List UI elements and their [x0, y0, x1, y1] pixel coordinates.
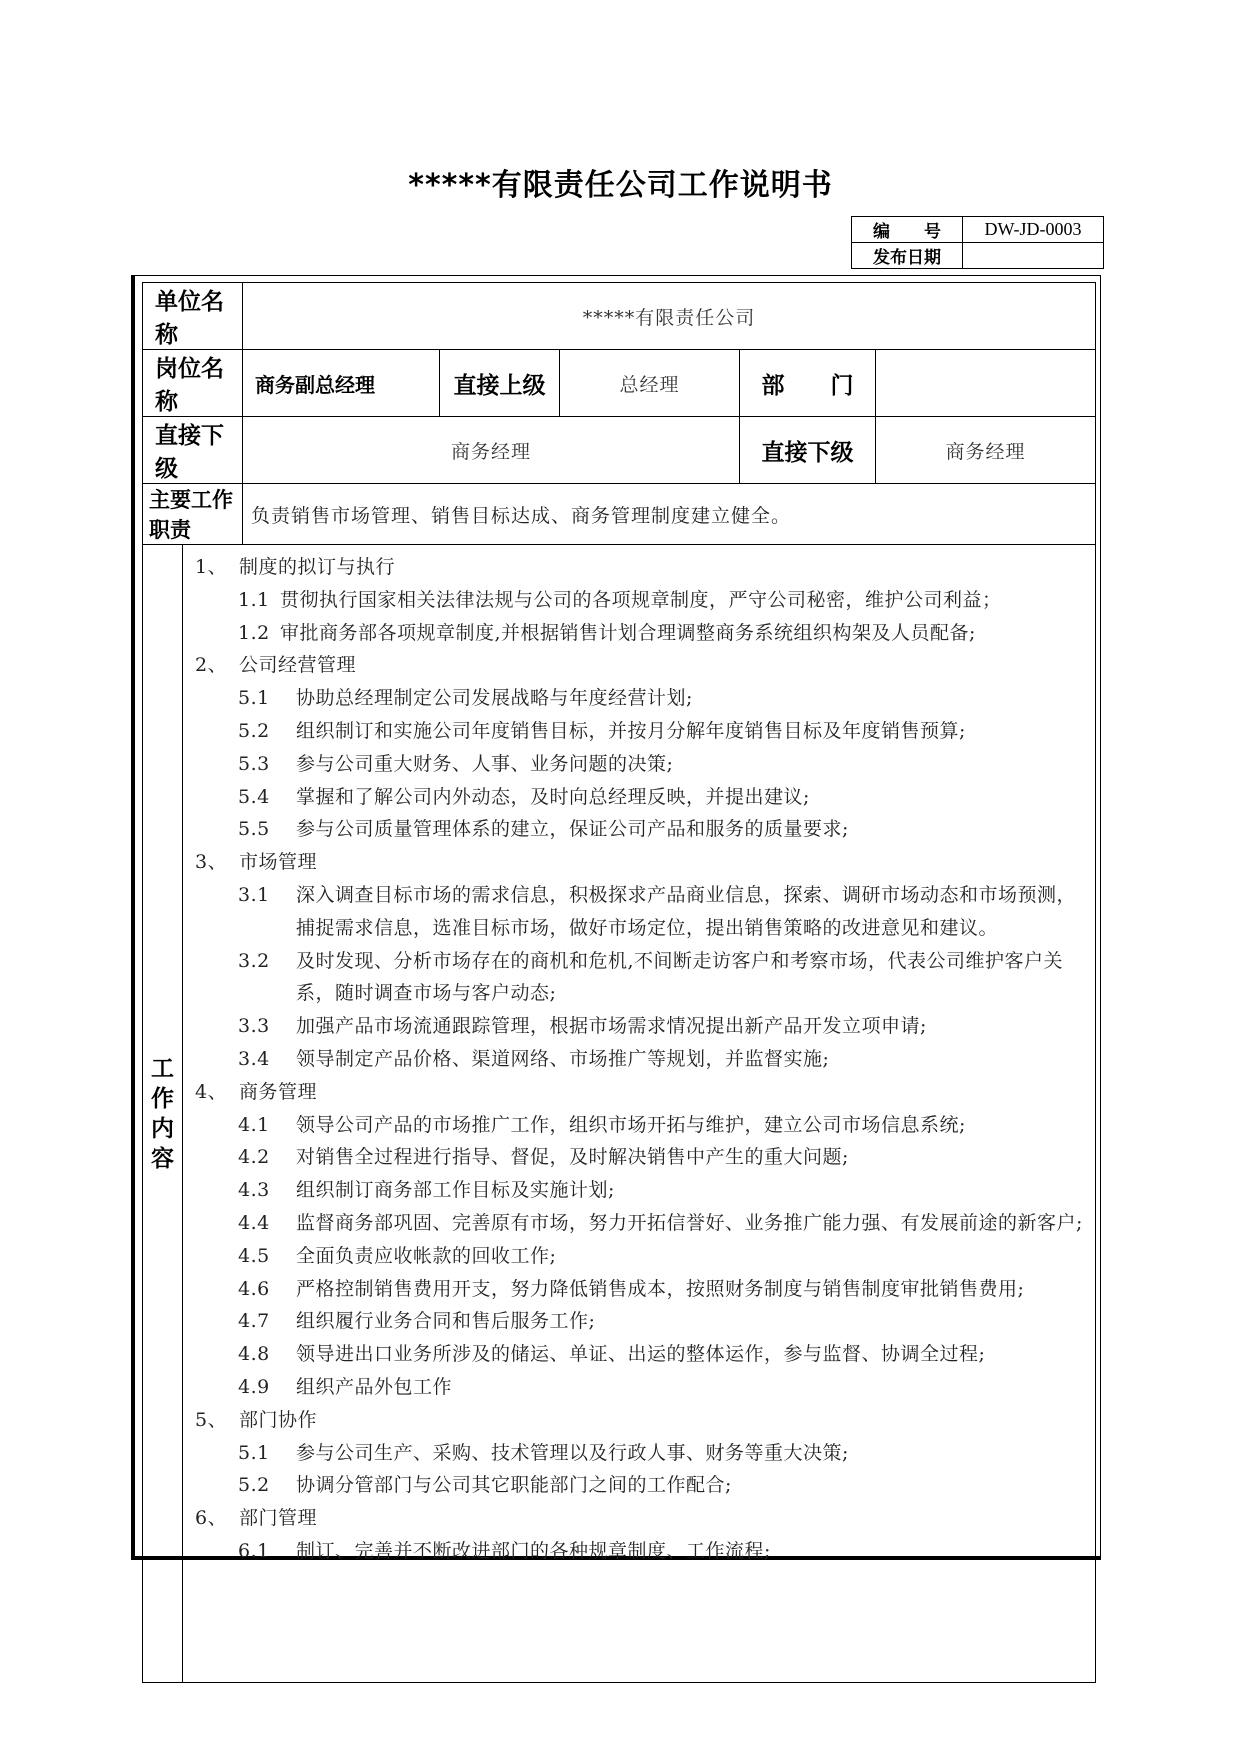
unit-label: 单位名称	[143, 283, 243, 350]
duty-label: 主要工作职责	[143, 484, 243, 545]
department-label: 部 门	[740, 350, 876, 417]
list-item	[195, 748, 1089, 781]
superior-value: 总经理	[560, 350, 740, 417]
section-heading	[195, 1502, 1089, 1535]
list-item	[195, 1305, 1089, 1338]
item-text: 监督商务部巩固、完善原有市场，努力开拓信誉好、业务推广能力强、有发展前途的新客户;	[296, 1211, 1083, 1234]
list-item	[195, 1174, 1089, 1207]
list-item	[195, 1207, 1089, 1240]
list-item	[195, 1043, 1089, 1076]
subordinate-value-1: 商务经理	[243, 417, 740, 484]
date-label: 发布日期	[852, 243, 963, 269]
list-item	[195, 945, 1089, 1011]
work-label-char: 容	[151, 1145, 174, 1172]
section-title: 制度的拟订与执行	[239, 556, 396, 578]
list-item	[195, 1109, 1089, 1142]
item-text: 协助总经理制定公司发展战略与年度经营计划;	[296, 687, 693, 710]
item-text: 协调分管部门与公司其它职能部门之间的工作配合;	[296, 1474, 732, 1497]
item-text: 掌握和了解公司内外动态，及时向总经理反映，并提出建议;	[296, 785, 810, 808]
subordinate-value-2: 商务经理	[876, 417, 1096, 484]
section-title: 部门协作	[239, 1408, 318, 1431]
item-text: 对销售全过程进行指导、督促，及时解决销售中产生的重大问题;	[296, 1146, 849, 1169]
subordinate-label-2: 直接下级	[740, 417, 876, 484]
section-title: 部门管理	[239, 1507, 318, 1530]
list-item	[195, 1010, 1089, 1043]
item-number: 5.2	[238, 719, 270, 742]
duty-value: 负责销售市场管理、销售目标达成、商务管理制度建立健全。	[243, 484, 1096, 545]
item-number: 4.5	[238, 1244, 270, 1267]
item-text: 领导制定产品价格、渠道网络、市场推广等规划，并监督实施;	[296, 1047, 830, 1070]
item-text: 加强产品市场流通跟踪管理，根据市场需求情况提出新产品开发立项申请;	[296, 1015, 927, 1038]
item-number: 5.2	[238, 1474, 270, 1497]
department-value	[876, 350, 1096, 417]
work-content	[183, 545, 1096, 1683]
list-item	[195, 1240, 1089, 1273]
section-title: 商务管理	[239, 1080, 318, 1103]
document-title: *****有限责任公司工作说明书	[408, 168, 833, 203]
list-item	[195, 682, 1089, 715]
section-heading	[195, 551, 1089, 584]
work-label-char: 作	[151, 1085, 174, 1112]
item-text: 严格控制销售费用开支，努力降低销售成本，按照财务制度与销售制度审批销售费用;	[296, 1277, 1025, 1300]
list-item	[195, 1437, 1089, 1470]
item-text: 全面负责应收帐款的回收工作;	[296, 1244, 557, 1267]
item-text: 组织制订和实施公司年度销售目标，并按月分解年度销售目标及年度销售预算;	[296, 719, 966, 742]
work-label-char: 工	[151, 1055, 174, 1082]
section-number: 1、	[195, 556, 228, 578]
item-number: 1.1	[238, 588, 270, 611]
job-description-table	[142, 282, 1096, 1683]
section-number: 5、	[195, 1408, 228, 1431]
item-number: 3.1	[238, 883, 270, 906]
section-number: 4、	[195, 1080, 228, 1103]
item-text: 组织产品外包工作	[296, 1375, 453, 1398]
item-number: 3.3	[238, 1015, 270, 1038]
list-item	[195, 1371, 1089, 1404]
section-heading	[195, 846, 1089, 879]
list-item	[195, 715, 1089, 748]
section-list	[195, 551, 1089, 1568]
list-item	[195, 584, 1089, 617]
document-code-box	[851, 216, 1104, 269]
position-value: 商务副总经理	[243, 350, 440, 417]
list-item	[195, 1338, 1089, 1371]
item-text: 参与公司质量管理体系的建立，保证公司产品和服务的质量要求;	[296, 818, 849, 841]
item-text: 审批商务部各项规章制度,并根据销售计划合理调整商务系统组织构架及人员配备;	[280, 621, 976, 644]
unit-value: *****有限责任公司	[243, 283, 1096, 350]
section-number: 2、	[195, 654, 228, 677]
section-title: 公司经营管理	[239, 654, 357, 677]
item-number: 4.3	[238, 1179, 270, 1202]
item-number: 5.1	[238, 1441, 270, 1464]
section-heading	[195, 649, 1089, 682]
superior-label: 直接上级	[440, 350, 560, 417]
item-text: 贯彻执行国家相关法律法规与公司的各项规章制度，严守公司秘密，维护公司利益；	[280, 588, 1002, 611]
item-text: 参与公司生产、采购、技术管理以及行政人事、财务等重大决策;	[296, 1441, 849, 1464]
item-text: 深入调查目标市场的需求信息，积极探求产品商业信息，探索、调研市场动态和市场预测，捕捉需求信息，选准目标市场，做好市场定位，提出销售策略的改进意见和建议。	[296, 883, 1077, 939]
item-text: 及时发现、分析市场存在的商机和危机,不间断走访客户和考察市场，代表公司维护客户关系，随时调查市场与客户动态;	[296, 949, 1064, 1005]
item-text: 制订、完善并不断改进部门的各种规章制度、工作流程;	[296, 1539, 771, 1562]
work-content-label	[143, 545, 183, 1683]
section-title: 市场管理	[239, 851, 318, 874]
list-item	[195, 781, 1089, 814]
section-heading	[195, 1404, 1089, 1437]
item-number: 6.1	[238, 1539, 270, 1562]
item-number: 3.4	[238, 1047, 270, 1070]
item-number: 4.8	[238, 1343, 270, 1366]
list-item	[195, 1535, 1089, 1568]
list-item	[195, 813, 1089, 846]
item-number: 3.2	[238, 949, 270, 972]
item-number: 5.5	[238, 818, 270, 841]
section-number: 3、	[195, 851, 228, 874]
item-number: 4.9	[238, 1375, 270, 1398]
section-number: 6、	[195, 1507, 228, 1530]
subordinate-label-1: 直接下级	[143, 417, 243, 484]
item-text: 参与公司重大财务、人事、业务问题的决策;	[296, 752, 674, 775]
item-number: 4.7	[238, 1310, 270, 1333]
item-text: 领导公司产品的市场推广工作，组织市场开拓与维护，建立公司市场信息系统;	[296, 1113, 966, 1136]
list-item	[195, 1469, 1089, 1502]
work-label-char: 内	[151, 1115, 174, 1142]
list-item	[195, 617, 1089, 650]
section-heading	[195, 1076, 1089, 1109]
number-value: DW-JD-0003	[963, 217, 1104, 243]
item-number: 5.1	[238, 687, 270, 710]
list-item	[195, 879, 1089, 945]
date-value	[963, 243, 1104, 269]
item-number: 5.4	[238, 785, 270, 808]
list-item	[195, 1273, 1089, 1306]
item-text: 领导进出口业务所涉及的储运、单证、出运的整体运作，参与监督、协调全过程;	[296, 1343, 986, 1366]
item-text: 组织制订商务部工作目标及实施计划;	[296, 1179, 615, 1202]
item-number: 4.6	[238, 1277, 270, 1300]
item-text: 组织履行业务合同和售后服务工作;	[296, 1310, 596, 1333]
item-number: 5.3	[238, 752, 270, 775]
number-label: 编 号	[852, 217, 963, 243]
position-label: 岗位名称	[143, 350, 243, 417]
item-number: 1.2	[238, 621, 270, 644]
item-number: 4.2	[238, 1146, 270, 1169]
item-number: 4.4	[238, 1211, 270, 1234]
item-number: 4.1	[238, 1113, 270, 1136]
list-item	[195, 1141, 1089, 1174]
